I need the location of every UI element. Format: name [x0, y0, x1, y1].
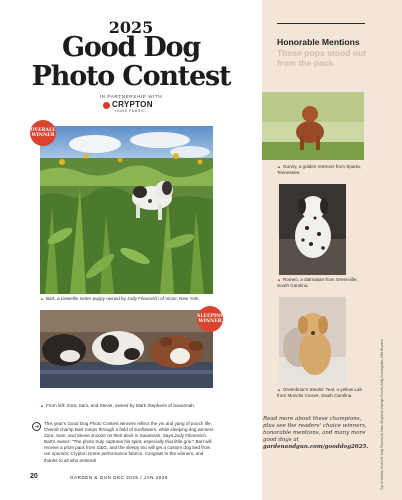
read-more-block [263, 416, 373, 451]
sponsor-logo [103, 100, 163, 114]
photo-credits [380, 300, 388, 490]
sidebar-title: Honorable Mentions [277, 37, 360, 47]
sidebar-rule [277, 23, 365, 24]
sleeping-badge-line1: SLEEPING [197, 314, 225, 319]
overall-badge-line1: OVERALL [30, 128, 56, 133]
sleeping-dogs-image [40, 310, 213, 388]
photo-golden-retriever [262, 92, 364, 160]
caption-main-photo [40, 296, 240, 302]
caption-group-text: From left: Zora, Sam, and Stevie, owned by Mark Stephens of Savannah. [45, 403, 196, 408]
arrow-right-icon: ➔ [32, 422, 41, 431]
sponsor-subtitle: HOME FABRIC [115, 109, 146, 113]
caption-group-photo [40, 403, 240, 409]
contest-title-line2: Photo Contest [31, 61, 231, 92]
overall-badge-line2: WINNER [31, 133, 55, 139]
caption-main-text: Bart, a Llewellin setter puppy owned by Jody Filonovich of Victor, New York. [45, 296, 200, 301]
caption-triangle-icon: ▲ [40, 296, 44, 301]
caption-triangle-icon: ▲ [277, 387, 281, 392]
read-more-text: Read more about these champions, plus see the readers' choice winners, honorable mentions, and many more good dogs at [263, 416, 367, 444]
photo-dalmatian [279, 184, 346, 275]
overall-winner-badge [30, 120, 56, 146]
partnership-label: IN PARTNERSHIP WITH [99, 94, 163, 99]
caption-triangle-icon: ▲ [277, 277, 281, 282]
golden-retriever-image [262, 92, 364, 160]
sleeping-winner-badge [197, 306, 223, 332]
sleeping-badge-line2: WINNER [198, 319, 222, 325]
photo-setter-puppy [40, 126, 213, 294]
sidebar-subtitle: These pups stood out from the pack [277, 47, 367, 69]
dalmatian-image [279, 184, 346, 275]
mention-caption-3 [277, 387, 365, 399]
photo-credits-text: Top to bottom, from left: Jody Filonovich; Mark Stephens; Katelyn Purcell; Kelly Cunningham; Mills Bowden [380, 339, 384, 490]
story-text: This year's Good Dog Photo Contest winners reflect the yin and yang of pooch life. Overall champ Bart romps through a field of sunflowers, while sleeping dog winners Zora, Sam, and Stevie snooze on their deck in Savannah. Says Jody Filonovich, Bart's owner: "The photo truly captures his spirit, especially that little grin." Bart will receive a prize pack from G&G, and the sleepy trio will get a custom dog bed from our sponsor, Crypton Home performance fabrics. Congrats to the winners, and thanks to all who entered! [44, 421, 214, 463]
photo-sleeping-dogs [40, 310, 213, 388]
mention-caption-2 [277, 277, 365, 289]
setter-puppy-image [40, 126, 213, 294]
mention-text-3: Greenbriar's Stealin' Teal, a yellow Lab from Moncks Corner, South Carolina. [277, 387, 363, 398]
sponsor-name: CRYPTON [112, 100, 153, 109]
caption-triangle-icon: ▲ [277, 164, 281, 169]
mention-text-2: Romeo, a dalmatian from Greenville, South Carolina. [277, 277, 358, 288]
mention-caption-1 [277, 164, 365, 176]
photo-yellow-lab [279, 297, 346, 385]
yellow-lab-image [279, 297, 346, 385]
magazine-issue: GARDEN & GUN DEC 2025 / JAN 2026 [70, 475, 168, 480]
sidebar-heading [277, 37, 369, 69]
page-number: 20 [30, 473, 38, 480]
read-more-link[interactable]: gardenandgun.com/gooddog2025. [263, 444, 369, 451]
sponsor-logo-mark [103, 102, 110, 109]
contest-title-line1: Good Dog [61, 32, 201, 63]
caption-triangle-icon: ▲ [40, 403, 44, 408]
contest-year: 2025 [108, 18, 154, 37]
mention-text-1: Gunny, a golden retriever from Sparta, Tennessee. [277, 164, 362, 175]
